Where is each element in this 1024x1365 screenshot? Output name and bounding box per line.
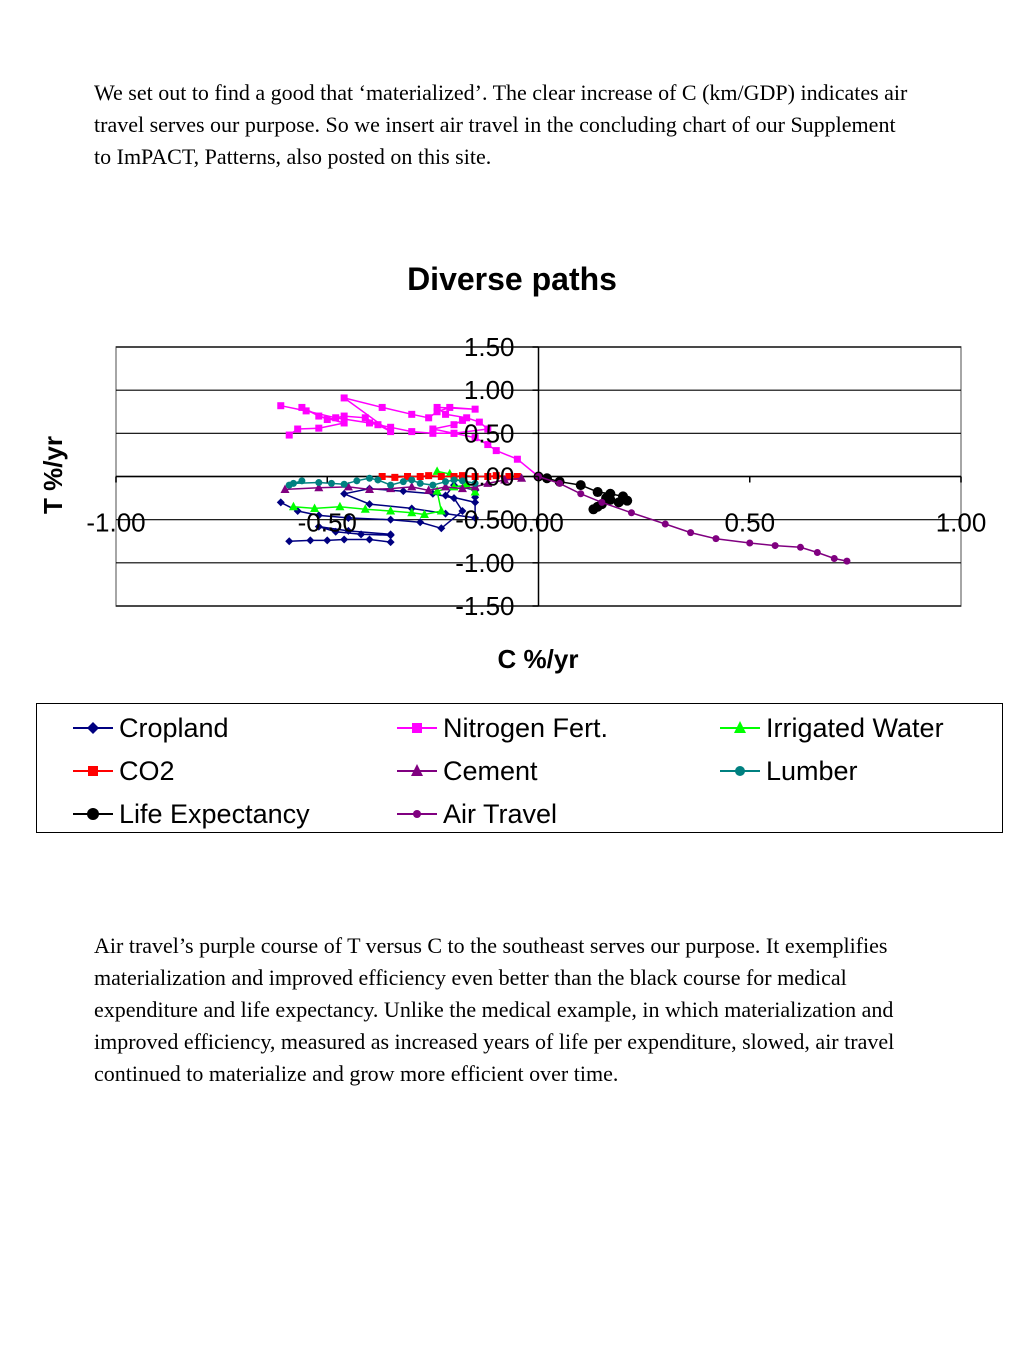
legend-swatch-cropland [73,718,113,738]
legend-label: Lumber [766,755,858,786]
legend-label: Cropland [119,712,229,743]
data-point [442,411,449,418]
legend-item-life-expectancy [73,794,310,834]
data-point [446,404,453,411]
data-point [556,480,563,487]
data-point [429,426,436,433]
data-point [772,542,779,549]
legend-swatch-lumber [720,761,760,781]
x-tick-label: -1.00 [86,507,146,538]
data-point [429,482,436,489]
data-point [323,536,331,544]
y-tick-label: 1.00 [463,375,515,406]
data-point [277,402,284,409]
data-point [340,490,348,498]
legend-item-lumber [720,751,858,791]
data-point [366,500,374,508]
data-point [366,475,373,482]
x-tick-label: 1.00 [935,507,987,538]
data-point [598,499,605,506]
legend-label: Air Travel [443,798,558,829]
data-point [408,476,415,483]
data-point [298,477,305,484]
data-point [387,531,395,539]
data-point [277,498,285,506]
data-point [400,478,407,485]
data-point [577,490,584,497]
data-point [843,558,850,565]
chart [0,240,1024,690]
data-point [450,494,458,502]
data-point [341,413,348,420]
data-point [315,479,322,486]
data-point [328,480,335,487]
data-point [408,411,415,418]
data-point [294,426,301,433]
data-point [289,502,298,511]
data-point [387,516,395,524]
conclusion-paragraph: Air travel’s purple course of T versus C to the southeast serves our purpose. It exemplifies materialization and improved efficiency even better than the black course for medical expenditure and life expectancy. Unlike the medical example, in which materialization and improved efficiency, measured as increased years of life per expenditure, slowed, air travel continued to materialize and grow more efficient over time. [94,933,895,1086]
data-point [451,430,458,437]
data-point [366,536,374,544]
y-tick-label: 0.50 [463,418,515,449]
data-point [387,428,394,435]
legend-swatch-air-travel [397,804,437,824]
data-point [472,406,479,413]
data-point [374,421,381,428]
legend-swatch-nitrogen [397,718,437,738]
data-point [387,538,395,546]
data-point [315,425,322,432]
data-point [797,544,804,551]
data-point [408,428,415,435]
data-point [341,394,348,401]
data-point [437,506,446,515]
intro-paragraph: We set out to find a good that ‘materialized’. The clear increase of C (km/GDP) indicates air travel serves our purpose. So we insert air travel in the concluding chart of our Supplement to ImPACT, Patterns, also posted on this site. [94,80,908,169]
legend-swatch-life-expectancy [73,804,113,824]
chart-legend [36,703,1003,833]
y-tick-label: -1.00 [455,547,515,578]
legend-item-irrigated-water [720,708,944,748]
data-point [324,416,331,423]
data-point [614,497,624,507]
data-point [387,482,394,489]
chart-title: Diverse paths [407,261,617,297]
y-tick-label: -0.50 [455,504,515,535]
y-tick-label: 1.50 [463,332,515,362]
legend-label: Nitrogen Fert. [443,712,609,743]
data-point [306,536,314,544]
data-point [451,476,458,483]
data-point [285,537,293,545]
data-point [341,481,348,488]
data-point [576,480,586,490]
data-point [341,419,348,426]
legend-label: Irrigated Water [766,712,944,743]
data-point [593,487,603,497]
data-point [687,529,694,536]
data-point [315,413,322,420]
legend-item-cement [397,751,538,791]
data-point [379,404,386,411]
legend-swatch-irrigated-water [720,718,760,738]
data-point [622,496,632,506]
data-point [290,480,297,487]
data-point [451,421,458,428]
x-tick-label: 0.00 [513,507,564,538]
data-point [362,414,369,421]
data-point [588,504,598,514]
legend-label: Cement [443,755,538,786]
x-axis-label: C %/yr [497,644,579,674]
data-point [417,480,424,487]
x-tick-label: -0.50 [297,507,357,538]
y-tick-label: -1.50 [455,591,515,621]
data-point [417,473,424,480]
legend-label: CO2 [119,755,175,786]
legend-item-nitrogen [397,708,608,748]
legend-item-air-travel [397,794,557,834]
legend-item-cropland [73,708,229,748]
y-axis-label: T %/yr [38,435,68,515]
x-tick-label: 0.50 [724,507,776,538]
data-point [434,404,441,411]
data-point [353,477,360,484]
data-point [628,509,635,516]
data-point [514,456,521,463]
legend-swatch-cement [397,761,437,781]
data-point [712,535,719,542]
legend-label: Life Expectancy [119,798,310,829]
data-point [374,476,381,483]
legend-item-co2 [73,751,175,791]
data-point [298,404,305,411]
data-point [425,472,432,479]
data-point [442,478,449,485]
data-point [831,555,838,562]
data-point [391,474,398,481]
y-tick-label: 0.00 [463,461,515,492]
data-point [746,539,753,546]
data-point [425,414,432,421]
data-point [814,549,821,556]
legend-swatch-co2 [73,761,113,781]
data-point [662,520,669,527]
data-point [286,432,293,439]
